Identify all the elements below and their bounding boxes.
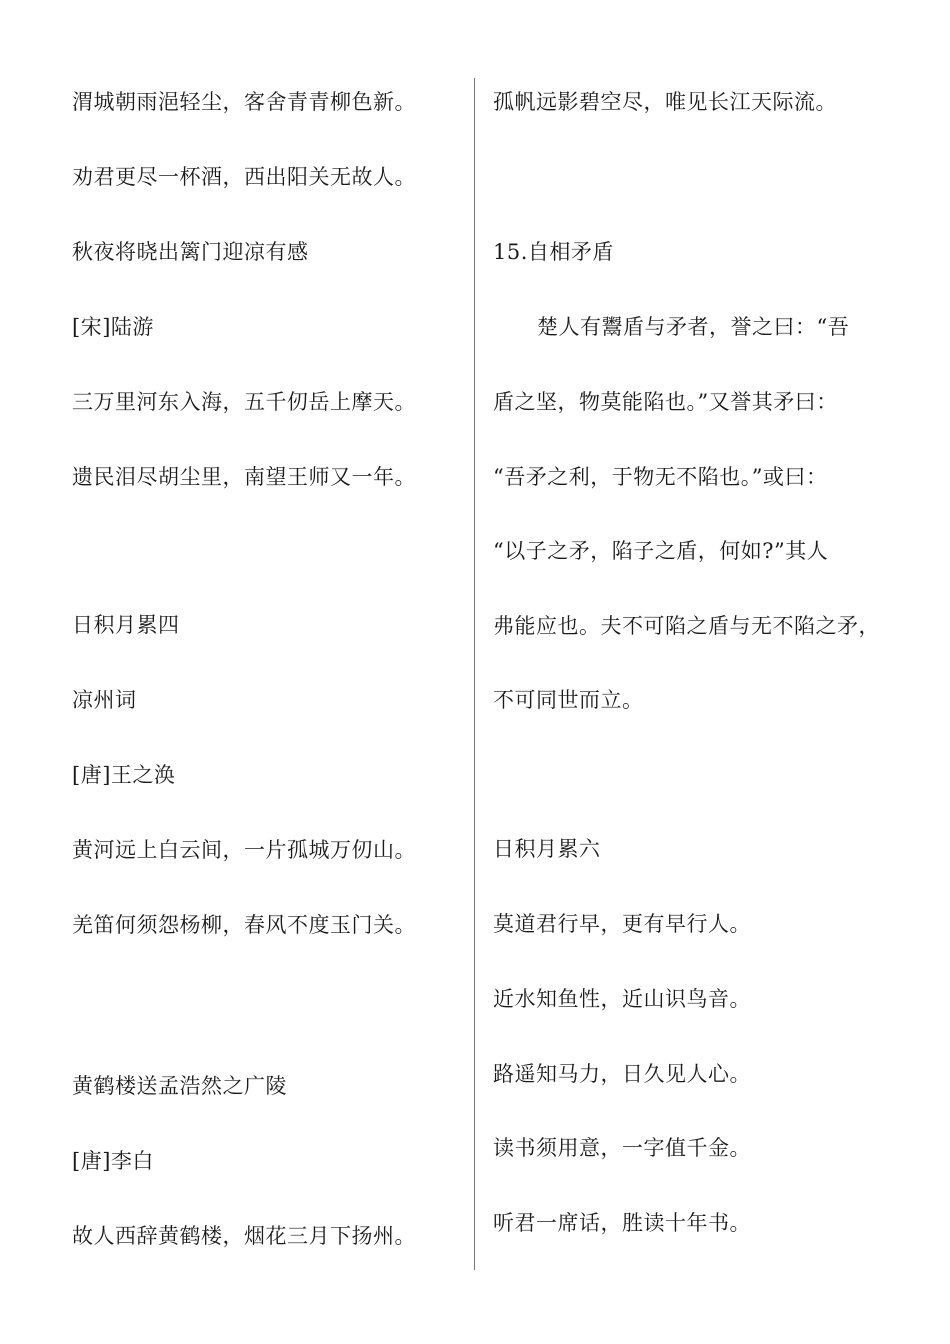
proverb-line: 近水知鱼性，近山识鸟音。 (493, 987, 751, 1011)
prose-line: 弗能应也。夫不可陷之盾与无不陷之矛， (493, 614, 880, 638)
poem-line: 孤帆远影碧空尽，唯见长江天际流。 (493, 90, 837, 114)
poem-line: 三万里河东入海，五千仞岳上摩天。 (72, 390, 416, 414)
proverb-line: 读书须用意，一字值千金。 (493, 1136, 751, 1160)
poem-line: 故人西辞黄鹤楼，烟花三月下扬州。 (72, 1224, 416, 1248)
prose-line: 盾之坚，物莫能陷也。”又誉其矛曰： (493, 390, 838, 414)
poem-line: 遗民泪尽胡尘里，南望王师又一年。 (72, 465, 416, 489)
poem-line: 渭城朝雨浥轻尘，客舍青青柳色新。 (72, 90, 416, 114)
poem-title: 秋夜将晓出篱门迎凉有感 (72, 240, 309, 264)
poem-title: 黄鹤楼送孟浩然之广陵 (72, 1074, 287, 1098)
poem-author: [宋]陆游 (72, 315, 154, 339)
poem-author: [唐]李白 (72, 1149, 154, 1173)
section-title: 日积月累六 (493, 837, 601, 861)
proverb-line: 听君一席话，胜读十年书。 (493, 1211, 751, 1235)
section-title: 日积月累四 (72, 613, 180, 637)
poem-line: 羌笛何须怨杨柳，春风不度玉门关。 (72, 913, 416, 937)
poem-author: [唐]王之涣 (72, 763, 176, 787)
column-divider (474, 78, 475, 1270)
prose-line: 不可同世而立。 (493, 688, 644, 712)
poem-line: 劝君更尽一杯酒，西出阳关无故人。 (72, 165, 416, 189)
prose-line: “吾矛之利，于物无不陷也。”或曰： (493, 465, 828, 489)
poem-title: 凉州词 (72, 688, 137, 712)
proverb-line: 路遥知马力，日久见人心。 (493, 1062, 751, 1086)
poem-line: 黄河远上白云间，一片孤城万仞山。 (72, 838, 416, 862)
prose-line: “以子之矛，陷子之盾，何如?”其人 (493, 539, 829, 563)
proverb-line: 莫道君行早，更有早行人。 (493, 912, 751, 936)
prose-line: 楚人有鬻盾与矛者，誉之曰：“吾 (537, 315, 850, 339)
lesson-title: 15.自相矛盾 (493, 240, 614, 264)
